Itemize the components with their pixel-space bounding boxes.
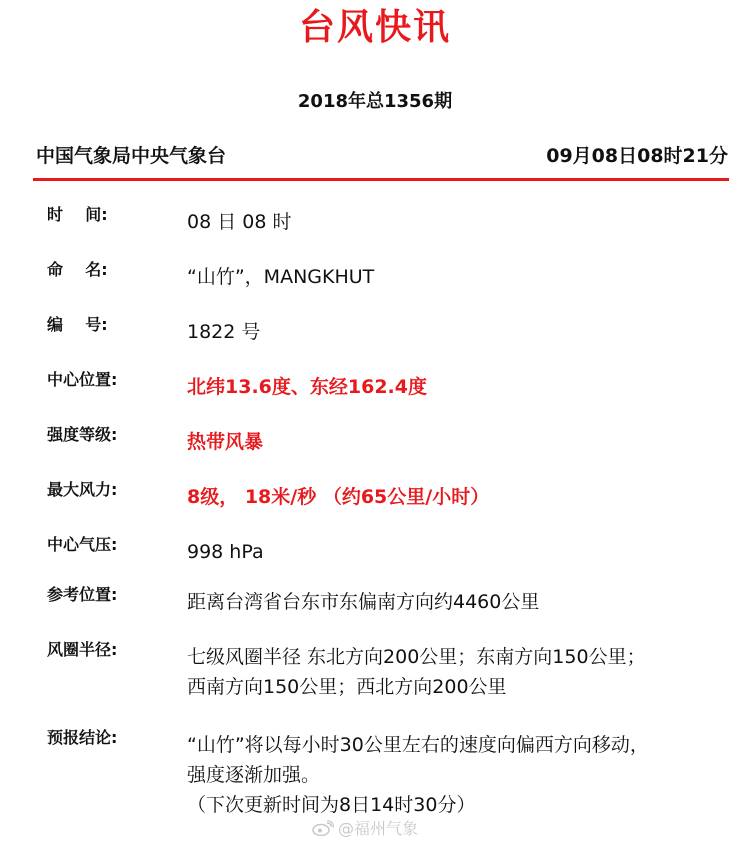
field-label: 预报结论:	[47, 728, 118, 747]
wind-radius-line-1: 七级风圈半径 东北方向200公里；东南方向150公里；	[187, 646, 646, 668]
weibo-icon	[312, 820, 334, 836]
header-row	[36, 143, 728, 169]
forecast-line-2: 强度逐渐加强。	[187, 764, 321, 786]
field-label: 中心位置:	[47, 370, 118, 389]
field-label: 最大风力:	[47, 480, 118, 499]
wind-radius-line-2: 西南方向150公里；西北方向200公里	[187, 676, 507, 698]
field-value: 热带风暴	[187, 431, 264, 453]
field-value: 北纬13.6度、东经162.4度	[187, 376, 427, 398]
red-divider	[33, 178, 729, 181]
field-value: 998 hPa	[187, 541, 264, 563]
field-label: 强度等级:	[47, 425, 118, 444]
agency-name: 中国气象局中央气象台	[36, 145, 227, 167]
forecast-line-3: （下次更新时间为8日14时30分）	[187, 794, 476, 816]
field-value: 距离台湾省台东市东偏南方向约4460公里	[187, 591, 540, 613]
field-label: 风圈半径:	[47, 640, 118, 659]
field-value	[187, 730, 727, 820]
issue-time: 09月08日08时21分	[546, 145, 728, 167]
watermark-text: @福州气象	[338, 819, 419, 838]
issue-number: 2018年总1356期	[297, 91, 453, 112]
watermark	[312, 818, 418, 840]
forecast-line-1: “山竹”将以每小时30公里左右的速度向偏西方向移动，	[187, 734, 649, 756]
field-label: 命 名:	[47, 260, 108, 279]
field-value: “山竹”，MANGKHUT	[187, 266, 375, 288]
field-value: 8级， 18米/秒 （约65公里/小时）	[187, 486, 490, 508]
field-label: 参考位置:	[47, 585, 118, 604]
field-value: 1822 号	[187, 321, 261, 343]
field-label: 中心气压:	[47, 535, 118, 554]
page-title: 台风快讯	[298, 7, 451, 48]
field-label: 编 号:	[47, 315, 108, 334]
field-label: 时 间:	[47, 205, 108, 224]
field-value	[187, 642, 727, 702]
field-value: 08 日 08 时	[187, 211, 292, 233]
